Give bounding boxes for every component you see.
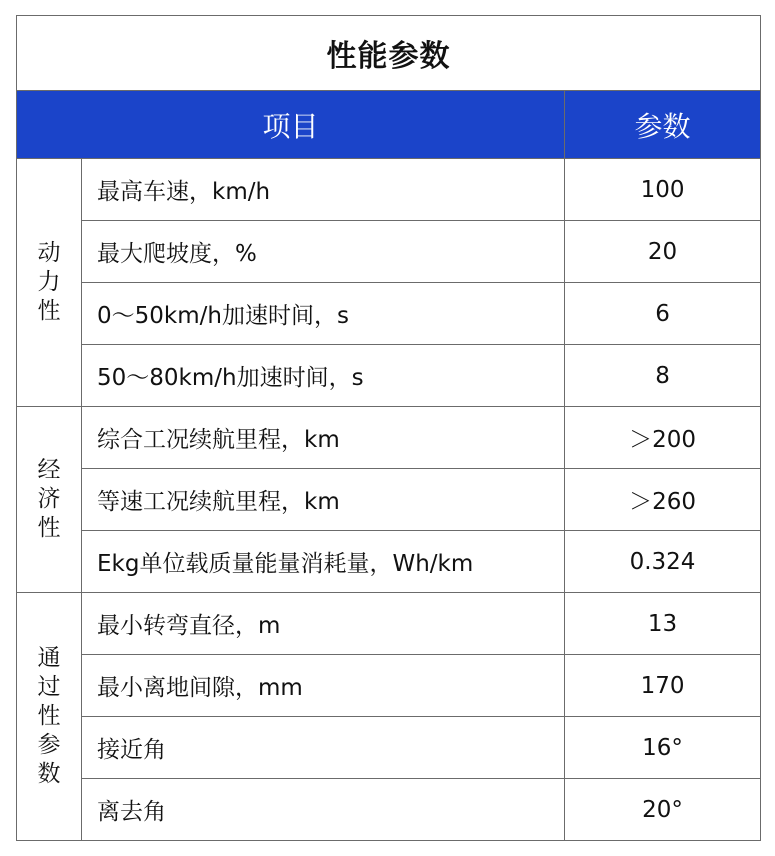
- column-header-value: 参数: [565, 91, 761, 159]
- table-row: [17, 159, 761, 221]
- item-cell: 最高车速，km/h: [82, 159, 565, 221]
- table-row: [17, 655, 761, 717]
- value-cell: 170: [565, 655, 761, 717]
- table-row: [17, 221, 761, 283]
- table-title-row: [17, 16, 761, 91]
- table-title: 性能参数: [17, 16, 761, 91]
- performance-table: [16, 15, 761, 841]
- item-cell: 最小转弯直径，m: [82, 593, 565, 655]
- category-cell: [17, 407, 82, 593]
- value-cell: ＞200: [565, 407, 761, 469]
- value-cell: 16°: [565, 717, 761, 779]
- item-cell: Ekg单位载质量能量消耗量，Wh/km: [82, 531, 565, 593]
- category-label: 通过性参数: [37, 645, 61, 787]
- item-cell: 50～80km/h加速时间，s: [82, 345, 565, 407]
- category-label: 动力性: [37, 240, 61, 324]
- category-cell: [17, 593, 82, 841]
- table-row: [17, 531, 761, 593]
- table-row: [17, 345, 761, 407]
- item-cell: 离去角: [82, 779, 565, 841]
- column-header-item: 项目: [17, 91, 565, 159]
- category-cell: [17, 159, 82, 407]
- value-cell: 20°: [565, 779, 761, 841]
- item-cell: 最大爬坡度，%: [82, 221, 565, 283]
- table-row: [17, 469, 761, 531]
- category-label: 经济性: [37, 457, 61, 541]
- table-header-row: [17, 91, 761, 159]
- value-cell: 8: [565, 345, 761, 407]
- item-cell: 等速工况续航里程，km: [82, 469, 565, 531]
- table-row: [17, 593, 761, 655]
- value-cell: ＞260: [565, 469, 761, 531]
- table-row: [17, 407, 761, 469]
- value-cell: 13: [565, 593, 761, 655]
- item-cell: 0～50km/h加速时间，s: [82, 283, 565, 345]
- value-cell: 6: [565, 283, 761, 345]
- item-cell: 综合工况续航里程，km: [82, 407, 565, 469]
- table-row: [17, 717, 761, 779]
- item-cell: 接近角: [82, 717, 565, 779]
- value-cell: 100: [565, 159, 761, 221]
- value-cell: 20: [565, 221, 761, 283]
- value-cell: 0.324: [565, 531, 761, 593]
- item-cell: 最小离地间隙，mm: [82, 655, 565, 717]
- table-row: [17, 779, 761, 841]
- table-row: [17, 283, 761, 345]
